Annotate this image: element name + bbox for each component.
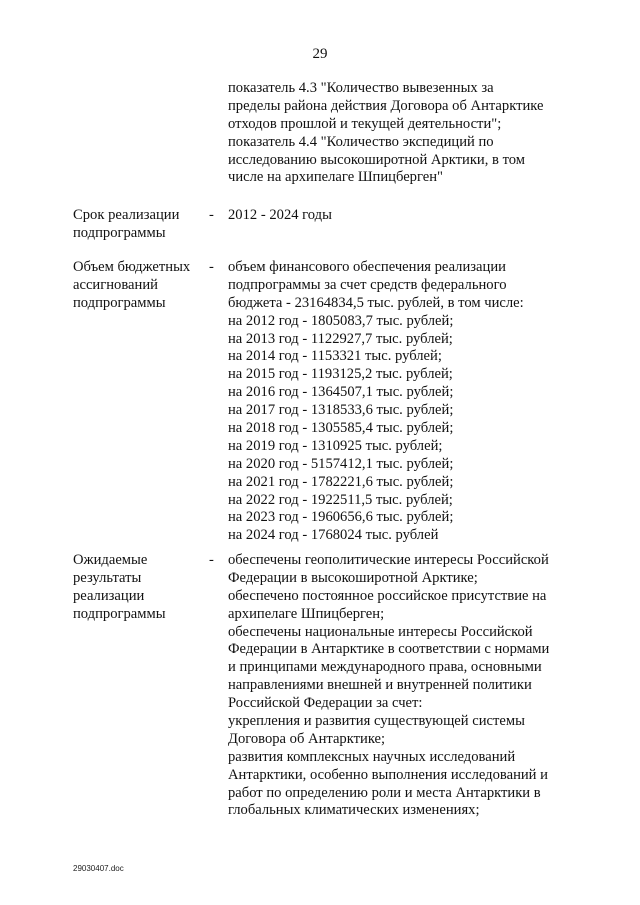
continuation-line-5: исследованию высокоширотной Арктики, в том <box>228 151 526 168</box>
term-label-line-2: подпрограммы <box>73 224 166 241</box>
results-value-line-14: работ по определению роли и места Антарктики в <box>228 784 541 801</box>
budget-year-2012: на 2012 год - 1805083,7 тыс. рублей; <box>228 312 454 329</box>
footer-file-name: 29030407.doc <box>73 864 124 873</box>
results-label-line-4: подпрограммы <box>73 605 166 622</box>
results-value-line-15: глобальных климатических изменениях; <box>228 802 480 819</box>
results-value-line-1: обеспечены геополитические интересы Российской <box>228 552 549 568</box>
term-value-line-1: 2012 - 2024 годы <box>228 207 332 223</box>
budget-year-2018: на 2018 год - 1305585,4 тыс. рублей; <box>228 420 454 437</box>
budget-label-line-1: Объем бюджетных <box>73 259 191 275</box>
budget-year-2023: на 2023 год - 1960656,6 тыс. рублей; <box>228 509 454 526</box>
results-value-line-13: Антарктики, особенно выполнения исследований и <box>228 766 548 783</box>
budget-dash: - <box>209 259 214 275</box>
budget-label-line-3: подпрограммы <box>73 294 166 311</box>
budget-year-2013: на 2013 год - 1122927,7 тыс. рублей; <box>228 330 453 347</box>
results-label-line-3: реализации <box>73 587 145 604</box>
term-label <box>73 207 179 243</box>
budget-year-2015: на 2015 год - 1193125,2 тыс. рублей; <box>228 366 453 383</box>
term-dash: - <box>209 207 214 223</box>
continuation-line-4: показатель 4.4 "Количество экспедиций по <box>228 133 494 150</box>
budget-year-2024: на 2024 год - 1768024 тыс. рублей <box>228 527 439 544</box>
results-value-line-2: Федерации в высокоширотной Арктике; <box>228 569 478 586</box>
term-value <box>228 207 332 225</box>
results-dash: - <box>209 552 214 568</box>
results-value-line-8: направлениями внешней и внутренней политики <box>228 677 532 694</box>
budget-label-line-2: ассигнований <box>73 276 158 293</box>
budget-year-2019: на 2019 год - 1310925 тыс. рублей; <box>228 437 443 454</box>
results-label <box>73 552 166 624</box>
budget-value-line-1: объем финансового обеспечения реализации <box>228 259 506 275</box>
results-value-line-12: развития комплексных научных исследований <box>228 748 516 765</box>
budget-year-2017: на 2017 год - 1318533,6 тыс. рублей; <box>228 402 454 419</box>
continuation-line-3: отходов прошлой и текущей деятельности"; <box>228 115 502 132</box>
budget-year-2016: на 2016 год - 1364507,1 тыс. рублей; <box>228 384 454 401</box>
budget-year-2020: на 2020 год - 5157412,1 тыс. рублей; <box>228 455 454 472</box>
budget-label <box>73 259 190 313</box>
budget-value <box>228 259 524 545</box>
budget-year-2021: на 2021 год - 1782221,6 тыс. рублей; <box>228 473 454 490</box>
results-value-line-3: обеспечено постоянное российское присутствие на <box>228 587 547 604</box>
continuation-line-2: пределы района действия Договора об Антарктике <box>228 97 544 114</box>
results-label-line-1: Ожидаемые <box>73 552 148 568</box>
results-value-line-11: Договора об Антарктике; <box>228 730 386 747</box>
results-value-line-10: укрепления и развития существующей системы <box>228 713 525 730</box>
results-value-line-5: обеспечены национальные интересы Российской <box>228 623 533 640</box>
top-continuation-text <box>228 80 544 187</box>
budget-value-line-2: подпрограммы за счет средств федерального <box>228 276 507 293</box>
budget-year-2022: на 2022 год - 1922511,5 тыс. рублей; <box>228 491 453 508</box>
results-value-line-6: Федерации в Антарктике в соответствии с нормами <box>228 641 550 658</box>
results-label-line-2: результаты <box>73 569 142 586</box>
term-label-line-1: Срок реализации <box>73 207 180 223</box>
results-value-line-4: архипелаге Шпицберген; <box>228 605 385 622</box>
results-value <box>228 552 549 820</box>
budget-value-line-3: бюджета - 23164834,5 тыс. рублей, в том числе: <box>228 294 524 311</box>
results-value-line-9: Российской Федерации за счет: <box>228 695 423 712</box>
continuation-line-1: показатель 4.3 "Количество вывезенных за <box>228 80 494 96</box>
page-number: 29 <box>312 46 328 62</box>
budget-year-2014: на 2014 год - 1153321 тыс. рублей; <box>228 348 442 365</box>
results-value-line-7: и принципами международного права, основными <box>228 659 542 676</box>
continuation-line-6: числе на архипелаге Шпицберген" <box>228 169 444 186</box>
